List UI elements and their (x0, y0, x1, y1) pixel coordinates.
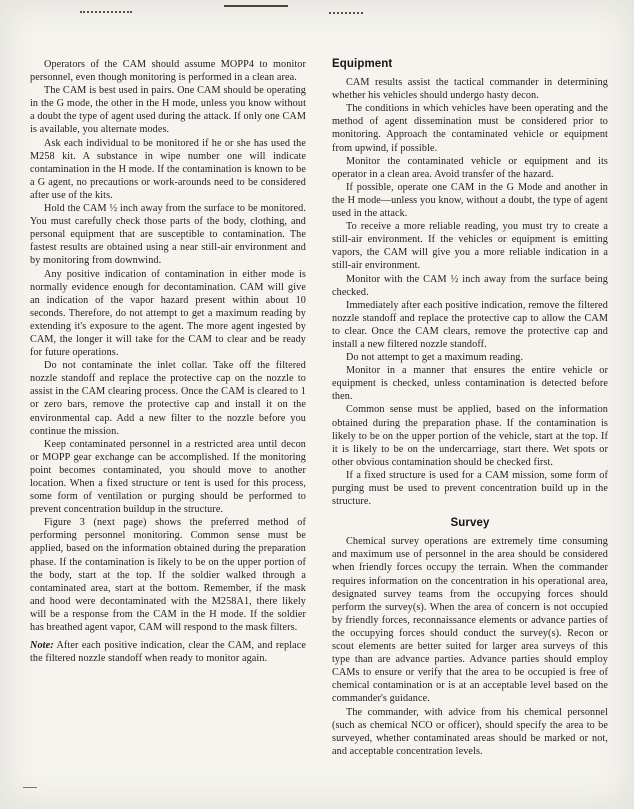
section-heading-equipment: Equipment (332, 58, 393, 70)
paragraph: The CAM is best used in pairs. One CAM should be operating in the G mode, the other in the H mode, unless you know without a doubt the type of agent used during the attack. If only one CAM is available, you alternate modes. (30, 85, 306, 136)
paragraph: CAM results assist the tactical commander in determining whether his vehicles should undergo hasty decon. (332, 77, 608, 102)
two-column-layout (30, 58, 608, 758)
paragraph: Do not contaminate the inlet collar. Take off the filtered nozzle standoff and replace the protective cap on the nozzle to assist in the CAM clearing process. Once the CAM is cleared to 1 or zero bars, remove the protective cap and install it on the environmental cap. Add a new filter to the nozzle before you continue the mission. (30, 360, 306, 437)
paragraph: Ask each individual to be monitored if he or she has used the M258 kit. A substance in wipe number one will indicate contamination in the H mode. If the contamination is known to be a G agent, no precautions or work-arounds need to be considered after use of the kits. (30, 137, 306, 201)
note-paragraph (30, 639, 306, 665)
paragraph: The commander, with advice from his chemical personnel (such as chemical NCO or officer), should specify the area to be surveyed, whether contaminated areas should be marked or not, and acceptable concentration levels. (332, 706, 608, 757)
paragraph: Figure 3 (next page) shows the preferred method of performing personnel monitoring. Common sense must be applied, based on the information obtained during the preparation phase. If the contamination is likely to be on the upper portion of the body, start at the top. If the soldier walked through a contaminated area, start at the bottom. Remember, if the mask and hood were decontaminated with the M258A1, there likely will be a response from the CAM in the H mode. If the soldier has breathed agent vapor, CAM will respond to the mask filters. (30, 517, 306, 634)
scan-artifact-dash (224, 5, 288, 7)
paragraph: If possible, operate one CAM in the G Mode and another in the H mode—unless you know, without a doubt, the type of agent used in the attack. (332, 181, 608, 220)
note-text: After each positive indication, clear the CAM, and replace the filtered nozzle standoff when ready to monitor again. (30, 640, 306, 665)
paragraph: Monitor the contaminated vehicle or equipment and its operator in a clean area. Avoid transfer of the hazard. (332, 155, 608, 180)
paragraph: The conditions in which vehicles have been operating and the method of agent dissemination must be considered prior to monitoring. Approach the contaminated vehicle or equipment from upwind, if possible. (332, 103, 608, 154)
paragraph: Common sense must be applied, based on the information obtained during the preparation phase. If the contamination is likely to be on the upper portion of the vehicle, start at the top. If it is likely to be on the undercarriage, start there. Wet spots or other obvious contamination should be checked first. (332, 404, 608, 468)
paragraph: Keep contaminated personnel in a restricted area until decon or MOPP gear exchange can be accomplished. If the monitoring point becomes contaminated, you should move to another location. When a fixed structure or tent is used for this process, some form of ventilation or purging should be performed to prevent concentration buildup in the structure. (30, 438, 306, 516)
paragraph: Chemical survey operations are extremely time consuming and maximum use of personnel in the area should be considered when friendly forces occupy the terrain. When the commander requires information on the concentration in his operational area, designated survey teams from the occupying forces should perform the survey(s). When the area of concern is not occupied by friendly forces, reconnaissance elements or advance parties of the occupying forces should conduct the survey(s). Recon or scout elements are better suited for larger area surveys of this type than are advance parties. Advance parties should employ CAMs to ensure or verify that the area to be occupied is free of chemical contamination or is at an acceptable level based on the commander's guidance. (332, 536, 608, 705)
scan-artifact-dash (23, 787, 37, 788)
scan-artifact-dots (80, 11, 132, 13)
paragraph: Do not attempt to get a maximum reading. (346, 352, 524, 364)
left-column (30, 58, 306, 758)
scan-artifact-dots (329, 12, 363, 14)
paragraph: Monitor with the CAM ½ inch away from the surface being checked. (332, 273, 608, 298)
paragraph: Monitor in a manner that ensures the entire vehicle or equipment is checked, unless contamination is detected before then. (332, 365, 608, 403)
right-column (332, 58, 608, 758)
section-heading-survey: Survey (450, 517, 490, 530)
paragraph: Hold the CAM ½ inch away from the surface to be monitored. You must carefully check those parts of the body, clothing, and personal equipment that are susceptible to contamination. The fastest results are obtained using a near still-air environment and by monitoring from downwind. (30, 203, 306, 267)
paragraph: Operators of the CAM should assume MOPP4 to monitor personnel, even though monitoring is performed in a clean area. (30, 59, 306, 84)
paragraph: Any positive indication of contamination in either mode is normally evidence enough for decontamination. CAM will give an indication of the vapor hazard present within about 10 seconds. Therefore, do not attempt to get a maximum reading by extending it's exposure to the agent. The more agent ingested by CAM, the longer it will take for the CAM to clear and be ready for future operations. (30, 268, 306, 359)
paragraph: If a fixed structure is used for a CAM mission, some form of purging must be used to prevent concentration build up in the structure. (332, 469, 608, 508)
note-label: Note: (30, 640, 54, 652)
paragraph: To receive a more reliable reading, you must try to create a still-air environment. If the vehicles or equipment is emitting vapors, the CAM will give you a more reliable indication in a still-air environment. (332, 221, 608, 272)
paragraph: Immediately after each positive indication, remove the filtered nozzle standoff and replace the protective cap to allow the CAM to clear. Once the CAM clears, remove the protective cap and install a new filtered nozzle standoff. (332, 299, 608, 350)
